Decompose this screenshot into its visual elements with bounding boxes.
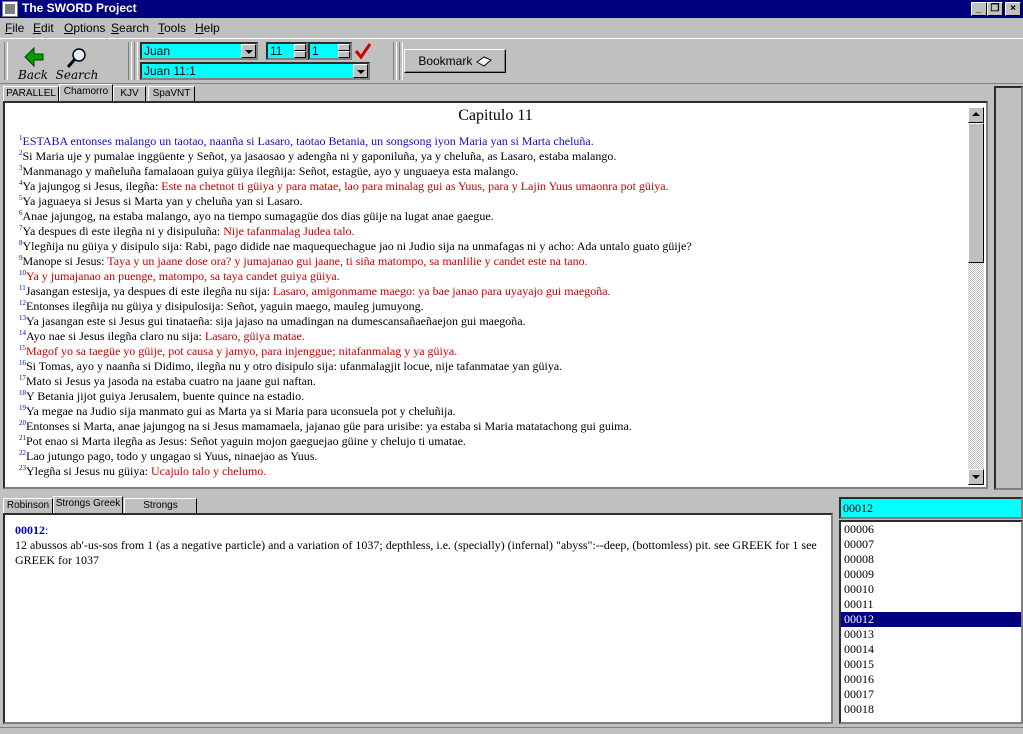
verse-number[interactable]: 1 — [19, 134, 23, 142]
key-list-item[interactable]: 00015 — [844, 657, 874, 671]
verse-line[interactable] — [19, 206, 966, 221]
verse-value: 1 — [312, 44, 319, 58]
minimize-button[interactable]: _ — [971, 2, 987, 16]
verse-text: Pot enao si Marta ilegña as Jesus: Señot yaguin mojon gaeguejao güine y chelujo ti umatae. — [26, 434, 466, 448]
search-button[interactable] — [55, 44, 99, 84]
search-label: Search — [55, 68, 99, 82]
key-list-item[interactable]: 00018 — [844, 702, 874, 716]
verse-line[interactable] — [19, 386, 966, 401]
key-list-item[interactable]: 00017 — [844, 687, 874, 701]
menu-help[interactable]: Help — [195, 21, 220, 35]
book-icon — [476, 56, 492, 68]
restore-button[interactable]: ❐ — [987, 2, 1003, 16]
app-icon[interactable] — [2, 1, 18, 17]
splitter-area — [994, 86, 1023, 490]
book-combo[interactable] — [140, 42, 258, 60]
verse-list — [19, 131, 966, 476]
verse-text: Ya megae na Judio sija manmato gui as Marta ya si Maria para uconsuela pot y cheluñija. — [26, 404, 456, 418]
words-of-jesus-text: Ucajulo talo y chelumo. — [151, 464, 267, 478]
words-of-jesus-text: Ya y jumajanao an puenge, matompo, sa taya candet guiya güiya. — [26, 269, 340, 283]
key-list-item[interactable]: 00013 — [844, 627, 874, 641]
words-of-jesus-text: Este na chetnot ti güiya y para matae, lao para minalag gui as Yuus, para y Lajin Yuus umaonra pot güiya. — [161, 179, 669, 193]
toolbar-separator — [128, 42, 132, 80]
menu-tools[interactable]: Tools — [158, 21, 187, 35]
back-button[interactable] — [11, 44, 55, 84]
verse-line[interactable] — [19, 341, 966, 356]
chapter-spinner[interactable] — [266, 42, 308, 60]
lexicon-key: 00012 — [15, 523, 45, 537]
verse-line[interactable] — [19, 146, 966, 161]
verse-line[interactable] — [19, 176, 966, 191]
menu-options[interactable]: Options — [64, 21, 106, 35]
verse-text: Si Tomas, ayo y naanña si Didimo, ilegña nu y otro disipulo sija: ufanmalagjit locue, nije tafanmatae yan güiya. — [26, 359, 563, 373]
verse-number[interactable]: 16 — [19, 359, 26, 367]
verse-number[interactable]: 4 — [19, 179, 23, 187]
verse-text: Manmanago y mañeluña famalaoan guiya güiya ilegñija: Señot, estagüe, ayo y unguaeya esta malango. — [22, 164, 519, 178]
checkmark-go-icon[interactable] — [354, 42, 372, 60]
scroll-thumb[interactable] — [968, 123, 984, 263]
verse-number[interactable]: 20 — [19, 419, 26, 427]
words-of-jesus-text: Magof yo sa taegüe yo güije, pot causa y jamyo, para injenggue; nitafanmalag y ya güiya. — [26, 344, 458, 358]
verse-text: Ya despues di este ilegña ni y disipuluña: — [22, 224, 224, 238]
bookmark-button[interactable] — [404, 49, 506, 73]
verse-line[interactable] — [19, 461, 966, 476]
bible-text-panel[interactable] — [3, 101, 988, 489]
words-of-jesus-text: Taya y un jaane dose ora? y jumajanao gui jaane, ti siña matompo, sa manlilie y candet este na tano. — [107, 254, 588, 268]
toolbar-separator — [134, 42, 138, 80]
verse-number[interactable]: 3 — [19, 164, 23, 172]
menu-file[interactable]: File — [5, 21, 25, 35]
verse-number[interactable]: 22 — [19, 449, 26, 457]
key-list-item[interactable]: 00012 — [841, 612, 1021, 627]
verse-number[interactable]: 12 — [19, 299, 26, 307]
verse-number[interactable]: 13 — [19, 314, 26, 322]
verse-line[interactable] — [19, 431, 966, 446]
verse-line[interactable] — [19, 191, 966, 206]
tab-robinson[interactable]: Robinson — [3, 498, 53, 513]
verse-line[interactable] — [19, 221, 966, 236]
verse-number[interactable]: 23 — [19, 464, 26, 472]
lexicon-entry: 12 abussos ab'-us-sos from 1 (as a negative particle) and a variation of 1037; depthless, i.e. (specially) (infernal) "abyss":--deep, (bottomless) pit. see GREEK for 1 see GREEK for 1037 — [15, 538, 817, 567]
magnifier-icon — [65, 46, 89, 70]
verse-number[interactable]: 7 — [19, 224, 23, 232]
verse-number[interactable]: 14 — [19, 329, 26, 337]
scroll-down-button[interactable] — [968, 469, 984, 485]
key-input[interactable] — [839, 497, 1023, 519]
verse-number[interactable]: 5 — [19, 194, 23, 202]
verse-text: Jasangan estesija, ya despues di este ilegña nu sija: — [25, 284, 274, 298]
verse-number[interactable]: 2 — [19, 149, 23, 157]
verse-line[interactable] — [19, 371, 966, 386]
tab-kjv[interactable]: KJV — [113, 86, 146, 101]
verse-number[interactable]: 6 — [19, 209, 23, 217]
reference-value: Juan 11:1 — [144, 64, 196, 78]
key-input-value: 00012 — [843, 501, 873, 515]
chapter-value: 11 — [270, 44, 283, 58]
text-scrollbar[interactable] — [968, 107, 984, 485]
verse-line[interactable] — [19, 311, 966, 326]
close-button[interactable]: × — [1005, 2, 1021, 16]
tab-chamorro[interactable]: Chamorro — [59, 84, 113, 101]
words-of-jesus-text: Lasaro, güiya matae. — [204, 329, 305, 343]
verse-text: Ylegña si Jesus nu güiya: — [26, 464, 151, 478]
verse-line[interactable] — [19, 326, 966, 341]
menu-bar — [0, 18, 1023, 38]
verse-line[interactable] — [19, 446, 966, 461]
verse-line[interactable] — [19, 356, 966, 371]
verse-number[interactable]: 11 — [19, 284, 26, 292]
key-list-item[interactable]: 00016 — [844, 672, 874, 686]
verse-text: Ya jasangan este si Jesus gui tinataeña: sija jajaso na umadingan na dumescansañaeñaejon gui maegoña. — [26, 314, 526, 328]
title-bar — [0, 0, 1023, 18]
key-list[interactable] — [839, 520, 1023, 724]
book-value: Juan — [144, 44, 171, 58]
verse-number[interactable]: 21 — [19, 434, 26, 442]
chapter-title: Capitulo 11 — [458, 107, 533, 124]
verse-line[interactable] — [19, 236, 966, 251]
key-list-item[interactable]: 00014 — [844, 642, 874, 656]
verse-line[interactable] — [19, 281, 966, 296]
verse-text: Y Betania jijot guiya Jerusalem, buente quince na estadio. — [26, 389, 305, 403]
toolbar-grip — [4, 42, 8, 80]
verse-text: ESTABA entonses malango un taotao, naanña si Lasaro, taotao Betania, un songsong iyon Maria yan si Marta cheluña. — [22, 134, 594, 148]
verse-line[interactable] — [19, 296, 966, 311]
verse-line[interactable] — [19, 131, 966, 146]
verse-number[interactable]: 9 — [19, 254, 23, 262]
verse-text: Ya jaguaeya si Jesus si Marta yan y cheluña yan si Lasaro. — [22, 194, 303, 208]
tab-parallel[interactable]: PARALLEL — [3, 86, 59, 101]
bookmark-label: Bookmark — [418, 54, 473, 68]
toolbar-separator — [399, 42, 403, 80]
lexicon-key-suffix: : — [45, 523, 49, 537]
tab-strongs-hebrew[interactable]: Strongs — [124, 498, 197, 513]
key-list-item[interactable]: 00009 — [844, 567, 874, 581]
verse-text: Entonses ilegñija nu güiya y disipulosija: Señot, yaguin maego, mauleg jumuyong. — [26, 299, 424, 313]
tab-spavnt[interactable]: SpaVNT — [148, 86, 195, 101]
lexicon-panel[interactable] — [3, 513, 833, 724]
key-list-item[interactable]: 00007 — [844, 537, 874, 551]
chevron-down-icon[interactable] — [353, 64, 368, 78]
verse-text: Si Maria uje y pumalae inggüente y Señot, ya jasaosao y adengña ni y gaponiluña, ya y cheluña, as Lasaro, estaba malango. — [22, 149, 617, 163]
verse-spin-buttons[interactable] — [338, 44, 350, 58]
verse-number[interactable]: 8 — [19, 239, 23, 247]
verse-number[interactable]: 18 — [19, 389, 26, 397]
key-list-items — [841, 522, 1021, 717]
verse-number[interactable]: 15 — [19, 344, 26, 352]
verse-text: Ayo nae si Jesus ilegña claro nu sija: — [26, 329, 205, 343]
verse-spinner[interactable] — [308, 42, 352, 60]
verse-text: Mato si Jesus ya jasoda na estaba cuatro na jaane gui naftan. — [26, 374, 316, 388]
key-list-item[interactable]: 00011 — [844, 597, 874, 611]
words-of-jesus-text: Nije tafanmalag Judea talo. — [223, 224, 355, 238]
verse-line[interactable] — [19, 266, 966, 281]
menu-edit[interactable]: Edit — [33, 21, 54, 35]
verse-text: Anae jajungog, na estaba malango, ayo na tiempo sumagagüe dos dias güije na lugat anae gaegue. — [22, 209, 494, 223]
verse-number[interactable]: 10 — [19, 269, 26, 277]
verse-line[interactable] — [19, 161, 966, 176]
toolbar-separator — [393, 42, 397, 80]
verse-line[interactable] — [19, 401, 966, 416]
key-list-item[interactable]: 00008 — [844, 552, 874, 566]
back-label: Back — [18, 68, 48, 82]
key-list-item[interactable]: 00010 — [844, 582, 874, 596]
verse-number[interactable]: 19 — [19, 404, 26, 412]
key-list-item[interactable]: 00006 — [844, 522, 874, 536]
menu-search[interactable]: Search — [111, 21, 150, 35]
verse-text: Ya jajungog si Jesus, ilegña: — [22, 179, 162, 193]
window-title: The SWORD Project — [22, 1, 137, 15]
words-of-jesus-text: Lasaro, amigonmame maego: ya bae janao para uyayajo gui maegoña. — [273, 284, 611, 298]
verse-text: Ylegñija nu güiya y disipulo sija: Rabi, pago didide nae maquequechague jao ni Judio sija na unmafagas ni y acho: Ada untalo guato güije? — [22, 239, 692, 253]
verse-number[interactable]: 17 — [19, 374, 26, 382]
verse-text: Entonses si Marta, anae jajungog na si Jesus mamamaela, jajanao güe para urisibe: ya estaba si Maria matatachong gui guima. — [26, 419, 632, 433]
verse-line[interactable] — [19, 251, 966, 266]
verse-text: Lao jutungo pago, todo y ungagao si Yuus, ninaejao as Yuus. — [26, 449, 318, 463]
chevron-down-icon[interactable] — [241, 44, 256, 58]
chapter-spin-buttons[interactable] — [294, 44, 306, 58]
back-arrow-icon — [23, 46, 45, 68]
verse-line[interactable] — [19, 416, 966, 431]
reference-combo[interactable] — [140, 62, 370, 80]
verse-text: Manope si Jesus: — [22, 254, 108, 268]
tab-strongs-greek[interactable]: Strongs Greek — [53, 496, 123, 513]
scroll-up-button[interactable] — [968, 107, 984, 123]
